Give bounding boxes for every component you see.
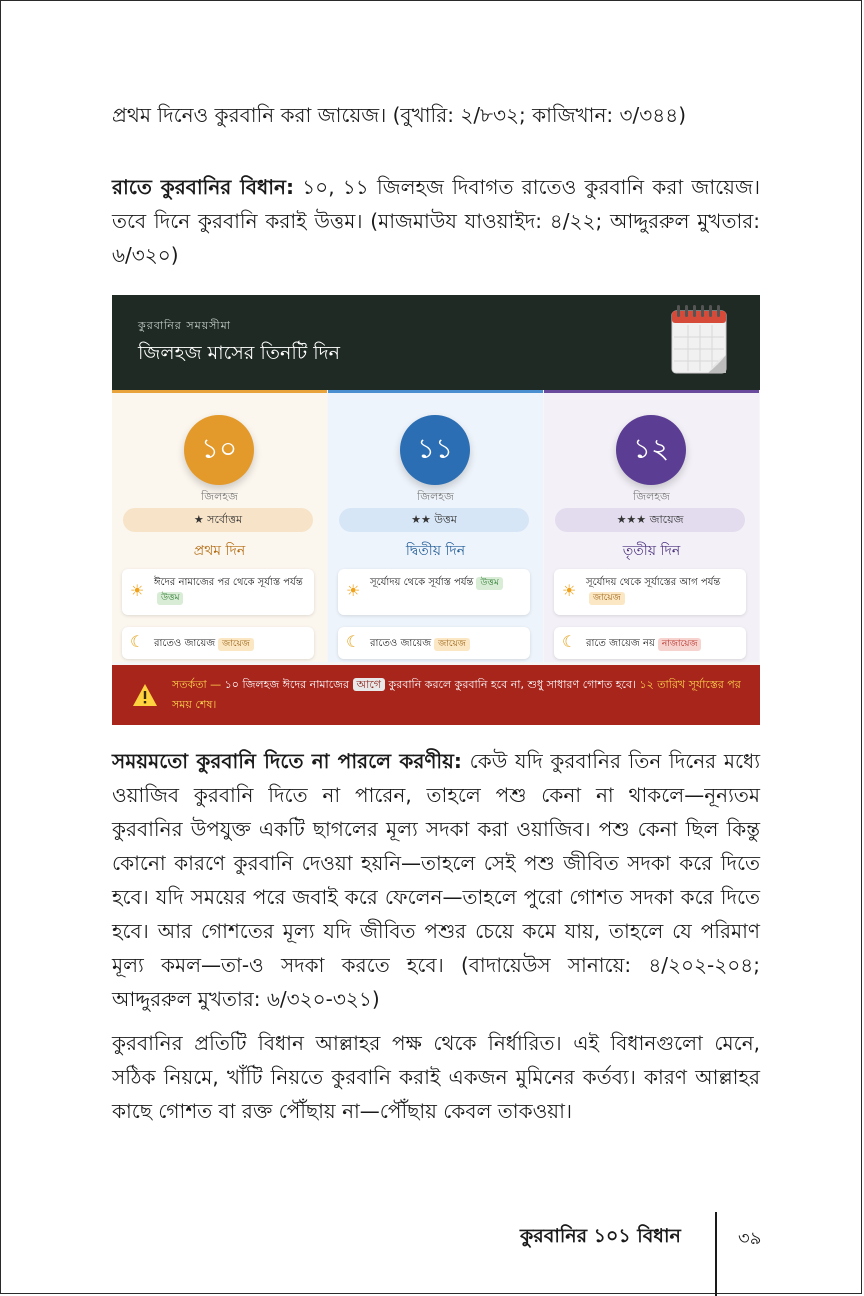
- status-tag: জায়েজ: [218, 638, 254, 651]
- night-text: রাতেও জায়েজ: [370, 638, 432, 649]
- moon-icon: ☾: [346, 632, 361, 651]
- status-tag: উত্তম: [157, 592, 183, 605]
- rating-badge: ★★ উত্তম: [339, 508, 529, 532]
- day-column-2: [328, 390, 543, 662]
- sun-icon: ☀: [346, 581, 361, 600]
- day-month: জিলহজ: [633, 490, 670, 503]
- night-card: [338, 627, 530, 659]
- warning-text: [172, 675, 748, 715]
- night-text: রাতে জায়েজ নয়: [586, 638, 655, 649]
- qurbani-timeline-infographic: [112, 295, 760, 725]
- paragraph-night-ruling: [112, 170, 760, 272]
- book-title: কুরবানির ১০১ বিধান: [520, 1225, 681, 1247]
- day-number-circle: ১০: [184, 415, 254, 485]
- footer-divider: [715, 1212, 717, 1296]
- day-column-1: [112, 390, 327, 662]
- moon-icon: ☾: [130, 632, 145, 651]
- warning-highlight: ১২ তারিখ সূর্যাস্তের পর সময় শেষ।: [172, 678, 741, 711]
- day-number-circle: ১২: [616, 415, 686, 485]
- infographic-header: [112, 295, 760, 390]
- rating-badge: ★ সর্বোত্তম: [123, 508, 313, 532]
- daytime-text: সূর্যোদয় থেকে সূর্যাস্তের আগ পর্যন্ত: [586, 577, 721, 588]
- daytime-text: ঈদের নামাজের পর থেকে সূর্যাস্ত পর্যন্ত: [154, 577, 303, 588]
- paragraph-missed-qurbani: [112, 744, 760, 1016]
- warning-text-b: কুরবানি করলে কুরবানি হবে না, শুধু সাধারণ গোশত হবে।: [385, 678, 640, 691]
- day-columns: [112, 390, 760, 662]
- daytime-card: [122, 569, 314, 615]
- day-column-3: [544, 390, 759, 662]
- paragraph-first-day: [112, 98, 760, 132]
- status-tag: উত্তম: [476, 577, 502, 590]
- day-name: দ্বিতীয় দিন: [405, 543, 466, 559]
- daytime-text: সূর্যোদয় থেকে সূর্যাস্ত পর্যন্ত: [370, 577, 474, 588]
- day-name: তৃতীয় দিন: [622, 543, 681, 559]
- para2-heading: রাতে কুরবানির বিধান:: [112, 175, 294, 199]
- para3-heading: সময়মতো কুরবানি দিতে না পারলে করণীয়:: [112, 749, 462, 773]
- status-tag: জায়েজ: [589, 592, 625, 605]
- para1-text: প্রথম দিনেও কুরবানি করা জায়েজ। (বুখারি: ২/৮৩২; কাজিখান: ৩/৩৪৪): [112, 103, 687, 127]
- daytime-card: [554, 569, 746, 615]
- night-card: [122, 627, 314, 659]
- para2-text: ১০, ১১ জিলহজ দিবাগত রাতেও কুরবানি করা জায়েজ। তবে দিনে কুরবানি করাই উত্তম। (মাজমাউয যাওয়াইদ: ৪/২২; আদ্দুররুল মুখতার: ৬/৩২০): [112, 175, 760, 267]
- day-name: প্রথম দিন: [193, 543, 246, 559]
- night-text: রাতেও জায়েজ: [154, 638, 216, 649]
- day-number-circle: ১১: [400, 415, 470, 485]
- rating-badge: ★★★ জায়েজ: [555, 508, 745, 532]
- para3-text: কেউ যদি কুরবানির তিন দিনের মধ্যে ওয়াজিব কুরবানি দিতে না পারেন, তাহলে পশু কেনা না থাকলে—নূন্যতম কুরবানির উপযুক্ত একটি ছাগলের মূল্য সদকা করা ওয়াজিব। পশু কেনা ছিল কিন্তু কোনো কারণে কুরবানি দেওয়া হয়নি—তাহলে সেই পশু জীবিত সদকা করে দিতে হবে। যদি সময়ের পরে জবাই করে ফেলেন—তাহলে পুরো গোশত সদকা করে দিতে হবে। আর গোশতের মূল্য যদি জীবিত পশুর চেয়ে কমে যায়, তাহলে যে পরিমাণ মূল্য কমল—তা-ও সদকা করতে হবে। (বাদায়েউস সানায়ে: ৪/২০২-২০৪; আদ্দুররুল মুখতার: ৬/৩২০-৩২১): [112, 749, 760, 1011]
- infographic-title: জিলহজ মাসের তিনটি দিন: [138, 342, 340, 364]
- moon-icon: ☾: [562, 632, 577, 651]
- warning-label: সতর্কতা —: [172, 678, 222, 691]
- warning-banner: [112, 665, 760, 725]
- sun-icon: ☀: [130, 581, 145, 600]
- status-tag: নাজায়েজ: [658, 638, 702, 651]
- daytime-card: [338, 569, 530, 615]
- day-month: জিলহজ: [417, 490, 454, 503]
- warning-pill: আগে: [353, 678, 385, 691]
- sun-icon: ☀: [562, 581, 577, 600]
- infographic-subtitle: কুরবানির সময়সীমা: [138, 319, 231, 332]
- paragraph-conclusion: [112, 1026, 760, 1128]
- warning-icon: [132, 683, 158, 707]
- para4-text: কুরবানির প্রতিটি বিধান আল্লাহর পক্ষ থেকে নির্ধারিত। এই বিধানগুলো মেনে, সঠিক নিয়মে, খাঁটি নিয়তে কুরবানি করাই একজন মুমিনের কর্তব্য। কারণ আল্লাহর কাছে গোশত বা রক্ত পৌঁছায় না—পৌঁছায় কেবল তাকওয়া।: [112, 1031, 760, 1123]
- status-tag: জায়েজ: [434, 638, 470, 651]
- warning-text-a: ১০ জিলহজ ঈদের নামাজের: [221, 678, 353, 691]
- night-card: [554, 627, 746, 659]
- page-number: ৩৯: [738, 1228, 762, 1249]
- calendar-icon: [668, 303, 732, 377]
- day-month: জিলহজ: [201, 490, 238, 503]
